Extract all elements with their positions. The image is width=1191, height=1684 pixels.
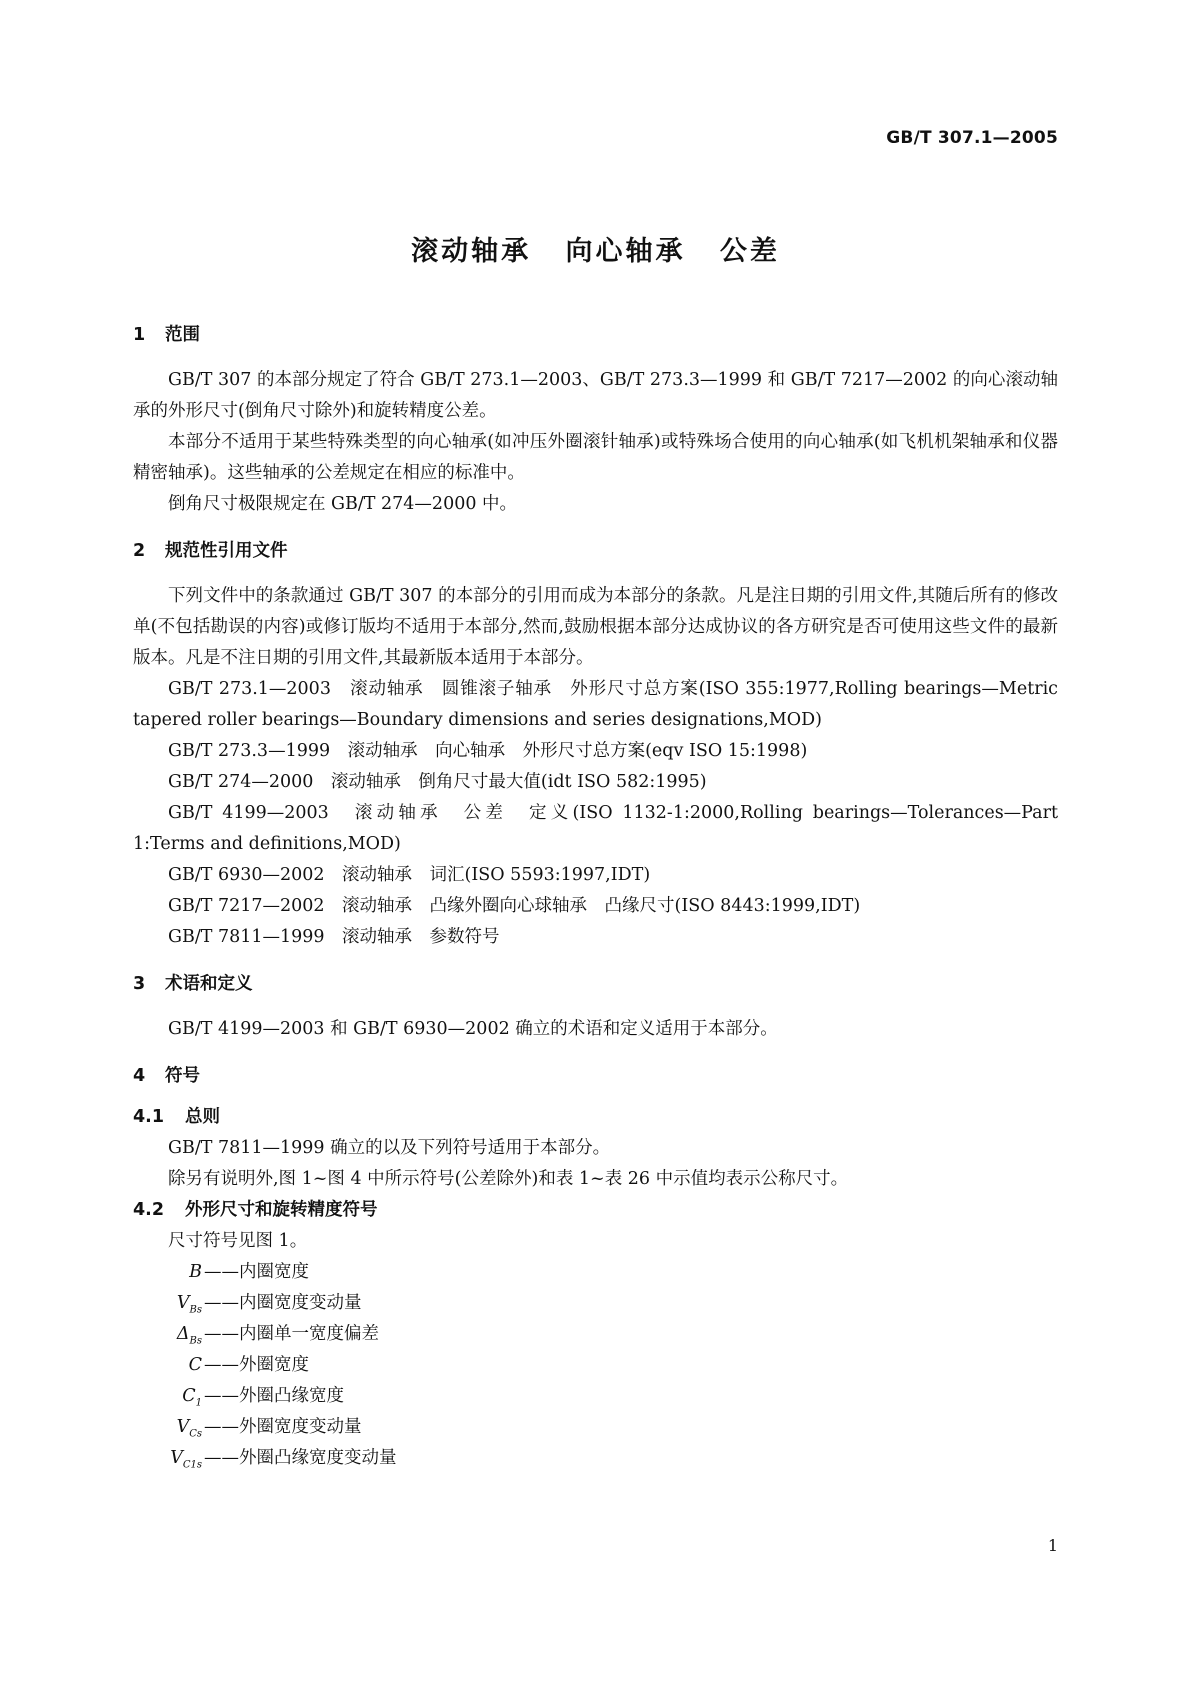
section-2-intro: 下列文件中的条款通过 GB/T 307 的本部分的引用而成为本部分的条款。凡是注日期的引用文件,其随后所有的修改单(不包括勘误的内容)或修订版均不适用于本部分,然而,鼓励根据本部分达成协议的各方研究是否可使用这些文件的最新版本。凡是不注日期的引用文件,其最新版本适用于本部分。 [133, 586, 1058, 668]
section-title: 符号 [165, 1066, 200, 1086]
section-title: 规范性引用文件 [165, 541, 288, 561]
symbol-description: 外圈宽度变动量 [239, 1417, 362, 1437]
symbol-list [133, 1257, 1058, 1474]
symbol-description: 内圈单一宽度偏差 [239, 1324, 379, 1344]
subsection-number: 4.2 [133, 1200, 165, 1220]
section-1-heading [133, 320, 1058, 351]
reference-item: GB/T 273.3—1999 滚动轴承 向心轴承 外形尺寸总方案(eqv ISO 15:1998) [168, 741, 808, 761]
section-3-heading [133, 969, 1058, 1000]
symbol-dash: —— [204, 1324, 239, 1344]
section-number: 2 [133, 541, 146, 561]
section-title: 术语和定义 [165, 974, 253, 994]
section-number: 1 [133, 325, 146, 345]
reference-item: GB/T 274—2000 滚动轴承 倒角尺寸最大值(idt ISO 582:1995) [168, 772, 707, 792]
symbol-dash: —— [204, 1386, 239, 1406]
symbol-dash: —— [204, 1448, 239, 1468]
symbol-description: 外圈凸缘宽度变动量 [239, 1448, 397, 1468]
symbol: C [188, 1355, 202, 1375]
reference-item: GB/T 6930—2002 滚动轴承 词汇(ISO 5593:1997,IDT) [168, 865, 651, 885]
subsection-title: 外形尺寸和旋转精度符号 [185, 1200, 378, 1220]
section-4-heading [133, 1061, 1058, 1092]
symbol-description: 内圈宽度 [239, 1262, 309, 1282]
symbol: B [189, 1262, 202, 1282]
symbol-item [133, 1288, 1058, 1319]
document-body [133, 320, 1058, 1474]
subsection-4-1-heading [133, 1102, 1058, 1133]
symbol-dash: —— [204, 1417, 239, 1437]
section-2-heading [133, 536, 1058, 567]
section-number: 3 [133, 974, 146, 994]
reference-item: GB/T 4199—2003 滚动轴承 公差 定义(ISO 1132-1:2000,Rolling bearings—Tolerances—Part 1:Terms and definitions,MOD) [133, 803, 1058, 854]
symbol-dash: —— [204, 1293, 239, 1313]
subsection-4-1-paragraph: 除另有说明外,图 1~图 4 中所示符号(公差除外)和表 1~表 26 中示值均表示公称尺寸。 [168, 1169, 849, 1189]
standard-code: GB/T 307.1—2005 [886, 128, 1058, 148]
section-number: 4 [133, 1066, 146, 1086]
symbol: $C_1$ [182, 1386, 202, 1409]
symbol-item [133, 1443, 1058, 1474]
reference-item: GB/T 7217—2002 滚动轴承 凸缘外圈向心球轴承 凸缘尺寸(ISO 8443:1999,IDT) [168, 896, 861, 916]
section-3-paragraph: GB/T 4199—2003 和 GB/T 6930—2002 确立的术语和定义适用于本部分。 [168, 1019, 778, 1039]
subsection-4-1-paragraph: GB/T 7811—1999 确立的以及下列符号适用于本部分。 [168, 1138, 611, 1158]
symbol: $\Delta_{Bs}$ [176, 1324, 202, 1347]
section-1-paragraph: 倒角尺寸极限规定在 GB/T 274—2000 中。 [168, 494, 518, 514]
section-1-paragraph: GB/T 307 的本部分规定了符合 GB/T 273.1—2003、GB/T 273.3—1999 和 GB/T 7217—2002 的向心滚动轴承的外形尺寸(倒角尺寸除外)和旋转精度公差。 [133, 370, 1058, 421]
symbol: $V_{C1s}$ [170, 1448, 202, 1471]
symbol-description: 外圈宽度 [239, 1355, 309, 1375]
subsection-4-2-intro: 尺寸符号见图 1。 [168, 1231, 308, 1251]
symbol-dash: —— [204, 1262, 239, 1282]
section-title: 范围 [165, 325, 200, 345]
symbol-item [133, 1412, 1058, 1443]
symbol-dash: —— [204, 1355, 239, 1375]
subsection-4-2-heading [133, 1195, 1058, 1226]
reference-item: GB/T 273.1—2003 滚动轴承 圆锥滚子轴承 外形尺寸总方案(ISO 355:1977,Rolling bearings—Metric tapered roller bearings—Boundary dimensions and series designations,MOD) [133, 679, 1058, 730]
symbol-description: 内圈宽度变动量 [239, 1293, 362, 1313]
subsection-number: 4.1 [133, 1107, 165, 1127]
document-title: 滚动轴承 向心轴承 公差 [411, 236, 780, 267]
reference-item: GB/T 7811—1999 滚动轴承 参数符号 [168, 927, 500, 947]
symbol-item [133, 1350, 1058, 1381]
symbol-item [133, 1257, 1058, 1288]
page-number: 1 [1047, 1536, 1058, 1555]
subsection-title: 总则 [185, 1107, 220, 1127]
section-1-paragraph: 本部分不适用于某些特殊类型的向心轴承(如冲压外圈滚针轴承)或特殊场合使用的向心轴承(如飞机机架轴承和仪器精密轴承)。这些轴承的公差规定在相应的标准中。 [133, 432, 1058, 483]
symbol: $V_{Cs}$ [176, 1417, 202, 1440]
symbol-item [133, 1381, 1058, 1412]
symbol-description: 外圈凸缘宽度 [239, 1386, 344, 1406]
symbol: $V_{Bs}$ [176, 1293, 202, 1316]
symbol-item [133, 1319, 1058, 1350]
